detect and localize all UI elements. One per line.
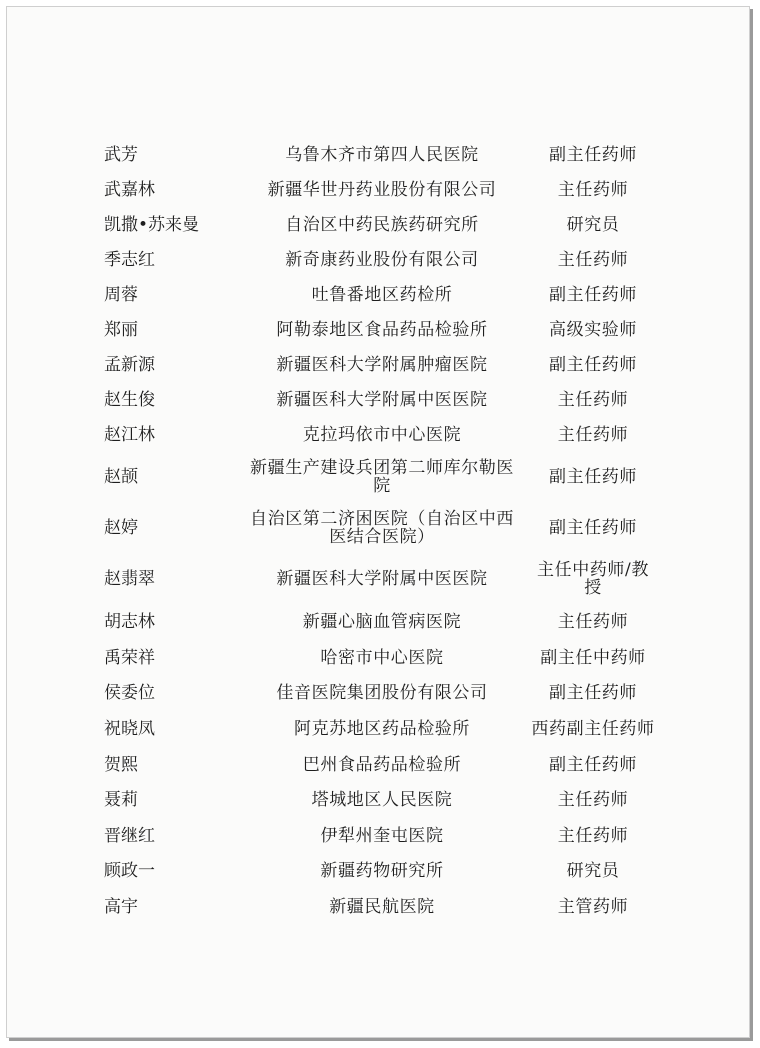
person-organization: 自治区第二济困医院（自治区中西医结合医院） xyxy=(250,508,514,547)
list-item xyxy=(7,137,749,172)
person-organization: 克拉玛依市中心医院 xyxy=(302,424,462,445)
person-organization: 哈密市中心医院 xyxy=(320,647,444,668)
person-organization: 新疆医科大学附属中医医院 xyxy=(276,389,488,410)
person-name: 凯撒•苏来曼 xyxy=(104,214,200,235)
person-title: 主任药师 xyxy=(557,249,629,270)
personnel-list xyxy=(7,137,749,924)
person-title: 副主任药师 xyxy=(549,354,637,375)
person-name: 郑丽 xyxy=(104,319,138,340)
person-title: 主任中药师/教授 xyxy=(537,559,649,598)
person-organization: 乌鲁木齐市第四人民医院 xyxy=(285,144,479,165)
person-organization: 伊犁州奎屯医院 xyxy=(320,825,444,846)
page xyxy=(6,6,750,1038)
person-organization: 巴州食品药品检验所 xyxy=(302,754,462,775)
person-title: 副主任药师 xyxy=(549,144,637,165)
person-name: 赵江林 xyxy=(104,424,155,445)
person-organization: 阿勒泰地区食品药品检验所 xyxy=(276,319,488,340)
person-name: 赵生俊 xyxy=(104,389,155,410)
person-organization: 新疆医科大学附属中医医院 xyxy=(276,568,488,589)
person-organization: 新疆药物研究所 xyxy=(320,861,444,881)
person-name: 聂莉 xyxy=(104,790,138,810)
person-name: 晋继红 xyxy=(104,825,155,846)
list-item xyxy=(7,889,749,924)
person-title: 副主任药师 xyxy=(549,754,637,775)
person-title: 主任药师 xyxy=(557,790,629,810)
list-item xyxy=(7,711,749,747)
person-organization: 阿克苏地区药品检验所 xyxy=(294,719,470,739)
person-name: 禹荣祥 xyxy=(104,647,155,668)
person-organization: 新疆民航医院 xyxy=(329,896,435,917)
person-organization: 塔城地区人民医院 xyxy=(311,790,453,810)
list-item xyxy=(7,782,749,818)
person-title: 副主任药师 xyxy=(549,517,637,538)
person-title: 副主任药师 xyxy=(549,683,637,703)
person-title: 主任药师 xyxy=(557,424,629,445)
person-name: 季志红 xyxy=(104,249,155,270)
person-organization: 新疆生产建设兵团第二师库尔勒医院 xyxy=(250,458,514,496)
person-name: 赵婷 xyxy=(104,517,138,538)
person-title: 主任药师 xyxy=(557,179,629,200)
person-name: 祝晓凤 xyxy=(104,719,155,739)
person-title: 副主任药师 xyxy=(549,284,637,305)
person-name: 孟新源 xyxy=(104,354,155,375)
list-item xyxy=(7,640,749,675)
person-name: 顾政一 xyxy=(104,861,155,881)
person-title: 主管药师 xyxy=(557,896,629,917)
person-name: 高宇 xyxy=(104,896,138,917)
person-title: 副主任中药师 xyxy=(540,647,646,668)
list-item xyxy=(7,553,749,604)
person-name: 贺熙 xyxy=(104,754,138,775)
person-organization: 新疆心脑血管病医院 xyxy=(302,612,462,632)
list-item xyxy=(7,312,749,347)
person-name: 侯委位 xyxy=(104,683,155,703)
person-name: 赵翡翠 xyxy=(104,568,155,589)
person-organization: 新奇康药业股份有限公司 xyxy=(285,249,479,270)
person-title: 高级实验师 xyxy=(549,319,637,340)
person-organization: 吐鲁番地区药检所 xyxy=(311,284,453,305)
person-title: 副主任药师 xyxy=(549,467,637,487)
list-item xyxy=(7,347,749,382)
person-title: 主任药师 xyxy=(557,612,629,632)
list-item xyxy=(7,747,749,782)
person-organization: 自治区中药民族药研究所 xyxy=(285,214,479,235)
list-item xyxy=(7,853,749,889)
person-organization: 新疆华世丹药业股份有限公司 xyxy=(267,179,497,200)
list-item xyxy=(7,604,749,640)
person-organization: 新疆医科大学附属肿瘤医院 xyxy=(276,354,488,375)
person-name: 武芳 xyxy=(104,144,138,165)
list-item xyxy=(7,502,749,553)
list-item xyxy=(7,452,749,502)
list-item xyxy=(7,242,749,277)
list-item xyxy=(7,818,749,853)
list-item xyxy=(7,675,749,711)
person-title: 主任药师 xyxy=(557,825,629,846)
list-item xyxy=(7,417,749,452)
person-name: 周蓉 xyxy=(104,284,138,305)
person-name: 胡志林 xyxy=(104,612,155,632)
person-name: 赵颉 xyxy=(104,467,138,487)
list-item xyxy=(7,277,749,312)
person-title: 主任药师 xyxy=(557,389,629,410)
list-item xyxy=(7,207,749,242)
list-item xyxy=(7,172,749,207)
person-title: 西药副主任药师 xyxy=(531,719,655,739)
person-name: 武嘉林 xyxy=(104,179,155,200)
person-title: 研究员 xyxy=(566,861,620,881)
list-item xyxy=(7,382,749,417)
person-organization: 佳音医院集团股份有限公司 xyxy=(276,683,488,703)
person-title: 研究员 xyxy=(566,214,620,235)
